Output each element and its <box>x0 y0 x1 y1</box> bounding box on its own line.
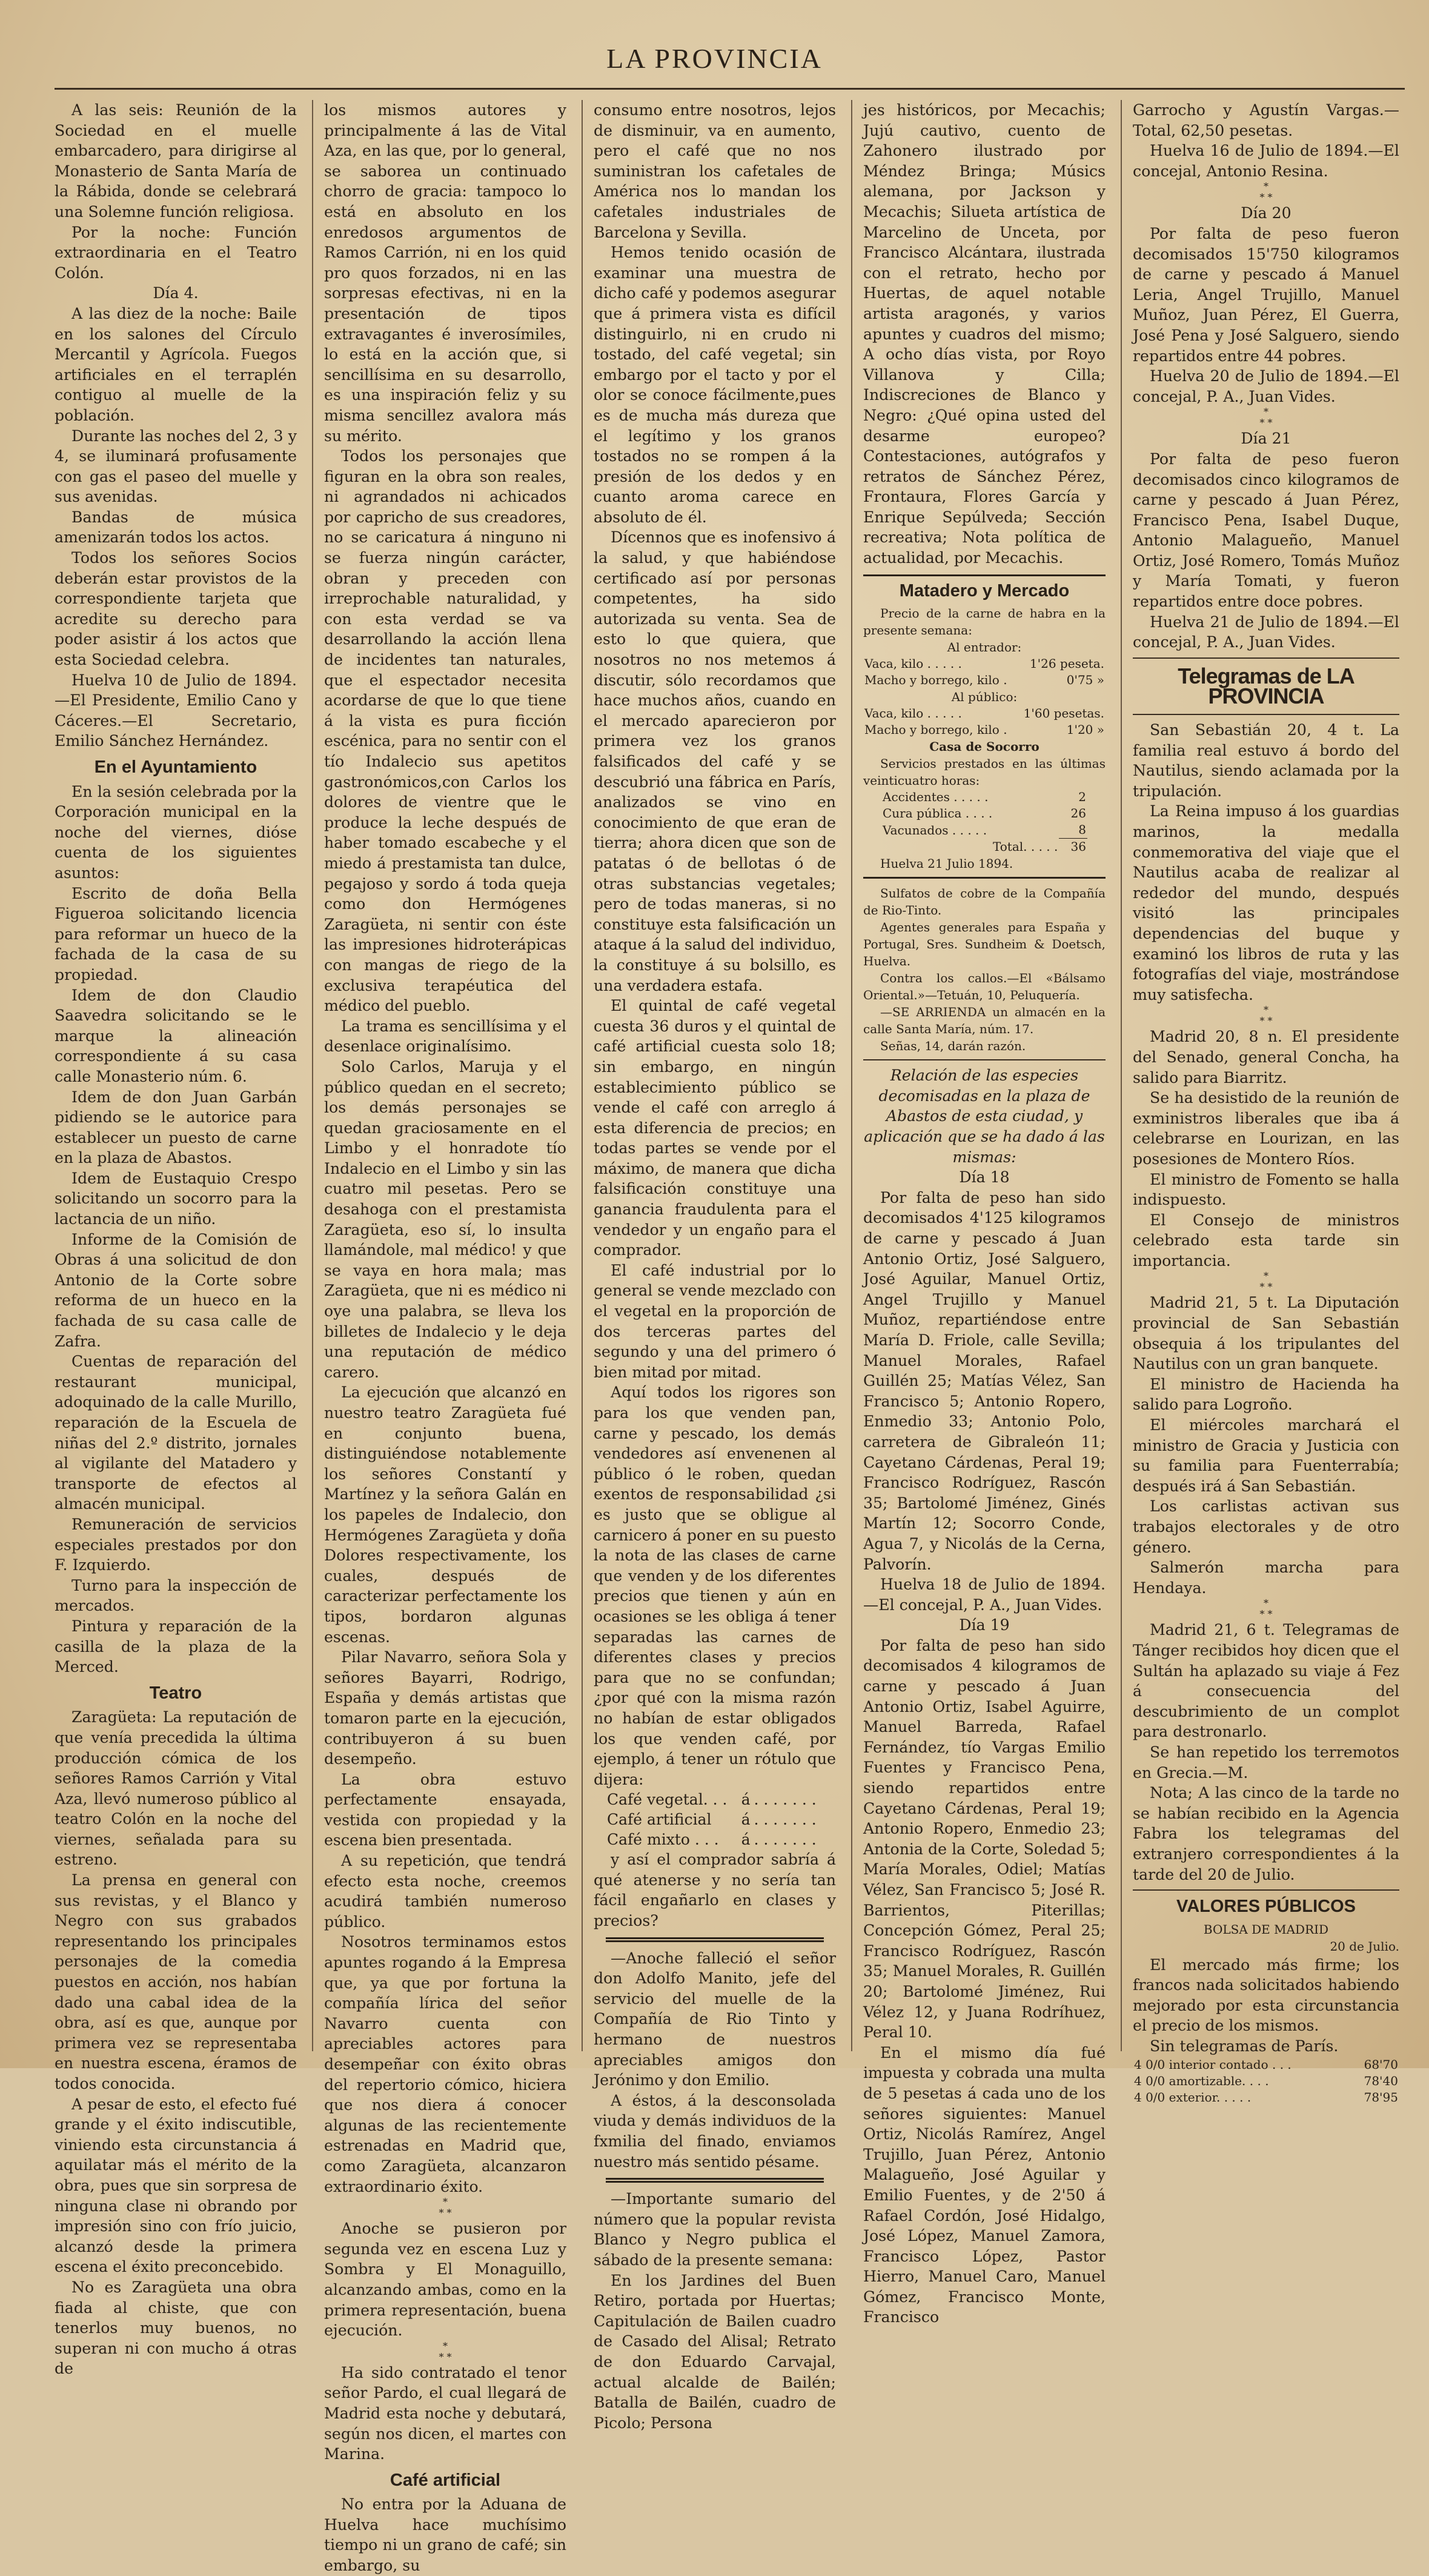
paragraph: Hemos tenido ocasión de examinar una muestra de dicho café y podemos asegurar que á primera vista es difícil distinguirlo, ni en crudo ni tostado, del café vegetal; sin embargo por el tacto y por el olor se conoce fácilmente,pues es de mucha más dureza que el legítimo y los granos tostados no se rompen á la presión de los dedos y en cuanto aroma carece en absoluto de él. <box>594 244 836 526</box>
paragraph: Madrid 21, 6 t. Telegramas de Tánger recibidos hoy dicen que el Sultán ha aplazado su viaje á Fez á consecuencia del descubrimiento de un complot para destronarlo. <box>1133 1621 1399 1741</box>
asterism-ornament: * * * <box>1259 1004 1273 1027</box>
paragraph: En el mismo día fué impuesta y cobrada una multa de 5 pesetas á cada uno de los señores siguientes: Manuel Ortiz, Nicolás Ramírez, Angel Trujillo, Juan Pérez, Antonio Malagueño, José Aguilar y Emilio Fuentes, y de 2'50 á Rafael Cordón, José Hidalgo, José López, Manuel Zamora, Francisco López, Pastor Hierro, Manuel Caro, Manuel Gómez, Francisco Monte, Francisco <box>863 2043 1106 2326</box>
paragraph: Por falta de peso fueron decomisados 15'750 kilogramos de carne y pescado á Manuel Leria, Angel Trujillo, Manuel Muñoz, Juan Pérez, El Guerra, José Pena y José Salguero, siendo repartidos entre 44 pobres. <box>1133 224 1399 365</box>
table-row <box>606 1789 824 1809</box>
asterism-ornament: * * * <box>1259 406 1273 429</box>
table-cell: á <box>741 1791 751 1809</box>
column-4 <box>863 100 1106 2326</box>
advert: Contra los callos.—El «Bálsamo Oriental.»—Tetuán, 10, Peluquería. <box>863 971 1106 1003</box>
day-heading: Día 19 <box>959 1616 1010 1634</box>
asterism-ornament: * * * <box>1259 1270 1273 1293</box>
table-cell: 0'75 » <box>1066 673 1104 688</box>
paragraph: Garrocho y Agustín Vargas.—Total, 62,50 pesetas. <box>1133 101 1399 139</box>
paragraph: El mercado más firme; los francos nada solicitados habiendo mejorado por esta circunstancia el precio de los mismos. <box>1133 1955 1399 2035</box>
masthead-title: LA PROVINCIA <box>606 43 823 74</box>
table-cell: Vaca, kilo . . . . . <box>864 706 962 721</box>
paragraph: La obra estuvo perfectamente ensayada, vestida con propiedad y la escena bien presentada. <box>324 1770 566 1849</box>
table-row <box>863 722 1106 738</box>
table-cell: . . . . . . . <box>754 1811 817 1829</box>
paragraph: Salmerón marcha para Hendaya. <box>1133 1559 1399 1597</box>
paragraph: Todos los personajes que figuran en la obra son reales, ni agrandados ni achicados por capricho de sus creadores, no se caricatura á ninguno ni se fuerza ningún carácter, obran y preceden con irreprochable naturalidad, y con esta verdad se va desarrollando la acción llena de incidentes tan naturales, que el espectador necesita acordarse de que lo que tiene á la vista es pura ficción escénica, para no sentir con el tío Indalecio sus apetitos gastronómicos,con Carlos los dolores de vientre que le produce la leche después de haber tomado escabeche y el miedo á prestamista tan dulce, pegajoso y sordo á toda queja como don Hermógenes Zaragüeta, ni sentir con éste las impresiones hidroterápicas con mangas de riego de la exclusiva terapéutica del médico del pueblo. <box>324 447 566 1015</box>
paragraph: Remuneración de servicios especiales prestados por don F. Izquierdo. <box>55 1515 297 1574</box>
table-cell: Total. . . . . <box>992 839 1058 854</box>
table-cell: . . . . . . . <box>754 1831 817 1849</box>
paragraph: Idem de don Juan Garbán pidiendo se le autorice para establecer un puesto de carne en la plaza de Abastos. <box>55 1088 297 1167</box>
subheading: Al público: <box>951 690 1018 705</box>
table-cell: 78'95 <box>1364 2089 1398 2105</box>
paragraph: Nota; A las cinco de la tarde no se habían recibido en la Agencia Fabra los telegramas del extranjero correspondientes á la tarde del 20 de Julio. <box>1133 1784 1399 1883</box>
column-3 <box>594 100 836 2432</box>
advert: Sulfatos de cobre de la Compañía de Rio-Tinto. <box>863 886 1106 918</box>
paragraph: Durante las noches del 2, 3 y 4, se iluminará profusamente con gas el paseo del muelle y sus avenidas. <box>55 427 297 506</box>
table-cell: Macho y borrego, kilo . <box>864 673 1007 688</box>
advert: Agentes generales para España y Portugal, Sres. Sundheim & Doetsch, Huelva. <box>863 920 1106 969</box>
paragraph: El Consejo de ministros celebrado esta tarde sin importancia. <box>1133 1211 1399 1270</box>
paragraph: A su repetición, que tendrá efecto esta noche, creemos acudirá también numeroso público. <box>324 1852 566 1931</box>
table-cell: 1'60 pesetas. <box>1023 706 1104 721</box>
paragraph: —Anoche falleció el señor don Adolfo Manito, jefe del servicio del muelle de la Compañía de Rio Tinto y hermano de nuestros apreciables amigos don Jerónimo y don Emilio. <box>594 1949 836 2089</box>
table-row <box>1133 2057 1399 2073</box>
paragraph: Nosotros terminamos estos apuntes rogando á la Empresa que, ya que por fortuna la compañía lírica del señor Navarro cuenta con apreciables actores para desempeñar con éxito obras del repertorio cómico, hiciera que nos diera á conocer algunas de las recientemente estrenadas en Madrid que, como Zaragüeta, alcanzaron extraordinario éxito. <box>324 1933 566 2195</box>
column-divider <box>1121 100 1122 2051</box>
paragraph: Madrid 20, 8 n. El presidente del Senado, general Concha, ha salido para Biarritz. <box>1133 1028 1399 1087</box>
paragraph: Huelva 21 Julio 1894. <box>880 856 1013 871</box>
paragraph: Anoche se pusieron por segunda vez en escena Luz y Sombra y El Monaguillo, alcanzando ambas, como en la primera representación, buena ejecución. <box>324 2220 566 2340</box>
paragraph: Zaragüeta: La reputación de que venía precedida la última producción cómica de los señores Ramos Carrión y Vital Aza, llevó numeroso público al teatro Colón en la noche del viernes, señalada para su estreno. <box>55 1708 297 1869</box>
paragraph: Idem de Eustaquio Crespo solicitando un socorro para la lactancia de un niño. <box>55 1169 297 1228</box>
paragraph: A pesar de esto, el efecto fué grande y el éxito indiscutible, viniendo esta circunstancia á aquilatar más el mérito de la obra, pues que sin sorpresa de ninguna clase ni obrando por impresión sino con frío juicio, alcanzó desde la primera escena el éxito preconcebido. <box>55 2095 297 2276</box>
paragraph: No entra por la Aduana de Huelva hace muchísimo tiempo ni un grano de café; sin embargo, su <box>324 2495 566 2575</box>
table-row <box>863 705 1106 722</box>
asterism-ornament: * * * <box>439 2196 452 2219</box>
paragraph: Turno para la inspección de mercados. <box>55 1576 297 1615</box>
stocks-table <box>1133 2057 1399 2106</box>
table-row <box>606 1809 824 1829</box>
table-row <box>881 822 1087 839</box>
column-1 <box>55 100 297 2378</box>
paragraph: Aquí todos los rigores son para los que venden pan, carne y pescado, los demás vendedores así envenenen al público ó le roben, quedan exentos de responsabilidad ¿si es justo que se obligue al carnicero á poner en su puesto la nota de las clases de carne que venden y de los diferentes precios que tienen y aún en ocasiones se les obliga á tener separadas las carnes de diferentes clases y precios para que no se confundan; ¿por qué con la misma razón no habían de estar obligados los que venden café, por ejemplo, á tener un rótulo que dijera: <box>594 1383 836 1788</box>
paragraph: Por la noche: Función extraordinaria en el Teatro Colón. <box>55 223 297 282</box>
paragraph: Todos los señores Socios deberán estar provistos de la correspondiente tarjeta que acredite su derecho para poder asistir á los actos que esta Sociedad celebra. <box>55 549 297 669</box>
table-cell: Café vegetal. . . <box>607 1791 728 1809</box>
paragraph: El quintal de café vegetal cuesta 36 duros y el quintal de café artificial cuesta solo 18; sin embargo, en ningún establecimiento público se vende el café con arreglo á esta diferencia de precios; en todas partes se vende por el máximo, de manera que dicha falsificación constituye una ganancia fraudulenta para el vendedor y un engaño para el comprador. <box>594 997 836 1259</box>
paragraph: Se ha desistido de la reunión de exministros liberales que iba á celebrarse en Lourizan, en las posesiones de Montero Ríos. <box>1133 1089 1399 1168</box>
table-cell: Cura pública . . . . <box>883 806 993 821</box>
section-title-matadero: Matadero y Mercado <box>899 581 1070 601</box>
separator-rule <box>1133 714 1399 715</box>
separator-rule <box>1133 1889 1399 1891</box>
column-divider <box>582 100 583 2051</box>
paragraph: En los Jardines del Buen Retiro, portada por Huertas; Capitulación de Bailen cuadro de Casado del Alisal; Retrato de don Eduardo Carvajal, actual alcalde de Bailén; Batalla de Bailén, cuadro de Picolo; Persona <box>594 2271 836 2432</box>
paragraph: Los carlistas activan sus trabajos electorales y de otro género. <box>1133 1497 1399 1556</box>
section-title-ayuntamiento: En el Ayuntamiento <box>94 757 257 777</box>
subheading: Al entrador: <box>947 640 1022 655</box>
table-row <box>1133 2073 1399 2089</box>
table-cell: Café artificial <box>607 1811 712 1829</box>
paragraph: La prensa en general con sus revistas, y el Blanco y Negro con sus grabados representando los principales personajes de la comedia puestos en acción, nos habían dado una cabal idea de la obra, así es que, aunque por primera vez se representaba en nuestra escena, éramos de todos conocida. <box>55 1871 297 2092</box>
table-row <box>863 656 1106 672</box>
section-title-relacion: Relación de las especies decomisadas en la plaza de Abastos de esta ciudad, y aplicación que se ha dado á las mismas: <box>864 1067 1105 1166</box>
price-table <box>863 656 1106 688</box>
section-title-telegramas: Telegramas de LA PROVINCIA <box>1178 663 1354 709</box>
table-row <box>881 789 1087 805</box>
cafe-price-table <box>606 1789 824 1849</box>
paragraph: Dícennos que es inofensivo á la salud, y que habiéndose certificado así por personas competentes, ha sido autorizada su venta. Sea de esto lo que quiera, que nosotros no nos metemos á discutir, sólo recordamos que hace muchos años, cuando en el mercado aparecieron por primera vez los granos falsificados del café y se descubrió una fábrica en París, analizados se vino en conocimiento de que eran de tierra; ahora dicen que son de patatas ó de bellotas ó de otras substancias vegetales; pero de todas maneras, si no constituye esta falsificación un ataque á la salud del individuo, la constituye á su bolsillo, es una verdadera estafa. <box>594 528 836 994</box>
table-row <box>863 672 1106 688</box>
price-table <box>863 705 1106 738</box>
column-2 <box>324 100 566 2575</box>
table-cell: 4 0/0 exterior. . . . . <box>1134 2089 1252 2105</box>
paragraph: Por falta de peso han sido decomisados 4'125 kilogramos de carne y pescado á Juan Antonio Ortiz, José Salguero, José Aguilar, Manuel Ortiz, Angel Trujillo y Manuel Muñoz, repartiéndose entre María D. Friole, calle Sevilla; Manuel Morales, Rafael Guillén 25; Matías Vélez, San Francisco 5; Antonio Ropero, Enmedio 33; Antonio Polo, carretera de Gibraleón 11; Cayetano Cárdenas, Peral 19; Francisco Rodríguez, Rascón 35; Bartolomé Jiménez, Ginés Martín 12; Socorro Conde, Agua 7, y Nicolás de la Cerna, Palvorín. <box>863 1188 1106 1573</box>
paragraph: Ha sido contratado el tenor señor Pardo, el cual llegará de Madrid esta noche y debutará, según nos dicen, el martes con Marina. <box>324 2363 566 2463</box>
paragraph: Sin telegramas de París. <box>1150 2037 1339 2055</box>
table-row <box>881 839 1087 856</box>
table-cell: 78'40 <box>1364 2073 1398 2088</box>
section-title-teatro: Teatro <box>149 1683 202 1703</box>
paragraph: El ministro de Hacienda ha salido para Logroño. <box>1133 1375 1399 1414</box>
subheading: BOLSA DE MADRID <box>1203 1922 1329 1937</box>
paragraph: Huelva 20 de Julio de 1894.—El concejal, P. A., Juan Vides. <box>1133 367 1399 405</box>
paragraph: La Reina impuso á los guardias marinos, la medalla conmemorativa del viaje que el Nautilus acaba de realizar al rededor del mundo, después visitó las principales dependencias del buque y examinó los libros de ruta y las fotografías del viaje, mostrándose muy satisfecha. <box>1133 802 1399 1003</box>
table-cell: 26 <box>1070 806 1086 821</box>
paragraph: Bandas de música amenizarán todos los actos. <box>55 508 297 547</box>
table-cell: 4 0/0 interior contado . . . <box>1134 2057 1291 2072</box>
paragraph: Idem de don Claudio Saavedra solicitando se le marque la alineación correspondiente á su casa calle Monasterio núm. 6. <box>55 986 297 1085</box>
table-row <box>881 805 1087 822</box>
paragraph: Servicios prestados en las últimas veinticuatro horas: <box>863 756 1106 788</box>
paragraph: No es Zaragüeta una obra fiada al chiste, que con tenerlos muy buenos, no superan ni con mucho á otras de <box>55 2278 297 2378</box>
table-cell: 4 0/0 amortizable. . . . <box>1134 2073 1269 2088</box>
paragraph: Cuentas de reparación del restaurant municipal, adoquinado de la calle Murillo, reparación de la Escuela de niñas del 2.º distrito, jornales al vigilante del Matadero y transporte de efectos al almacén municipal. <box>55 1353 297 1513</box>
paragraph: El ministro de Fomento se halla indispuesto. <box>1133 1170 1399 1209</box>
paragraph: Huelva 16 de Julio de 1894.—El concejal, Antonio Resina. <box>1133 142 1399 180</box>
table-cell: á <box>741 1831 751 1849</box>
paragraph: Huelva 21 de Julio de 1894.—El concejal, P. A., Juan Vides. <box>1133 613 1399 651</box>
table-cell: 1'26 peseta. <box>1029 656 1104 671</box>
table-cell: . . . . . . . <box>754 1791 817 1809</box>
paragraph: La ejecución que alcanzó en nuestro teatro Zaragüeta fué en conjunto buena, distinguiéndose notablemente los señores Constantí y Martínez y la señora Galán en los papeles de Indalecio, don Hermógenes Zaragüeta y doña Dolores respectivamente, los cuales, después de caracterizar perfectamente los tipos, bordaron algunas escenas. <box>324 1383 566 1646</box>
paragraph: San Sebastián 20, 4 t. La familia real estuvo á bordo del Nautilus, siendo aclamada por la tripulación. <box>1133 721 1399 800</box>
paragraph: Escrito de doña Bella Figueroa solicitando licencia para reformar un hueco de la fachada de la casa de su propiedad. <box>55 884 297 983</box>
subheading: Casa de Socorro <box>929 739 1039 754</box>
paragraph: Se han repetido los terremotos en Grecia.—M. <box>1133 1743 1399 1782</box>
paragraph: El café industrial por lo general se vende mezclado con el vegetal en la proporción de dos terceras partes del segundo y una del primero ó bien mitad por mitad. <box>594 1261 836 1381</box>
table-cell: á <box>741 1811 751 1829</box>
day-heading: Día 21 <box>1241 430 1291 448</box>
column-5 <box>1133 100 1399 2105</box>
paragraph: Pintura y reparación de la casilla de la plaza de la Merced. <box>55 1617 297 1676</box>
table-cell: Café mixto . . . <box>607 1831 719 1849</box>
section-title-valores: VALORES PÚBLICOS <box>1176 1897 1356 1917</box>
paragraph: El miércoles marchará el ministro de Gracia y Justicia con su familia para Fuenterrabía; después irá á San Sebastián. <box>1133 1416 1399 1495</box>
paragraph: consumo entre nosotros, lejos de disminuir, va en aumento, pero el café que no nos suministran los cafetales de América nos lo mandan los cafetales industriales de Barcelona y Sevilla. <box>594 101 836 241</box>
separator-rule <box>863 1059 1106 1060</box>
separator-rule <box>606 2178 824 2183</box>
day-heading: Día 20 <box>1241 204 1291 222</box>
asterism-ornament: * * * <box>1259 1597 1273 1620</box>
table-cell: Vacunados . . . . . <box>883 822 987 837</box>
column-divider <box>851 100 852 2051</box>
table-cell: Accidentes . . . . . <box>883 790 989 805</box>
paragraph: En la sesión celebrada por la Corporación municipal en la noche del viernes, dióse cuenta de los siguientes asuntos: <box>55 782 297 882</box>
advert: Señas, 14, darán razón. <box>880 1039 1026 1054</box>
column-divider <box>312 100 313 2051</box>
paragraph: Madrid 21, 5 t. La Diputación provincial de San Sebastián obsequia á los tripulantes del Nautilus con un gran banquete. <box>1133 1294 1399 1373</box>
paragraph: Precio de la carne de habra en la presente semana: <box>863 606 1106 638</box>
paragraph: —Importante sumario del número que la popular revista Blanco y Negro publica el sábado de la presente semana: <box>594 2190 836 2269</box>
asterism-ornament: * * * <box>1259 181 1273 204</box>
separator-rule <box>606 1937 824 1942</box>
services-table <box>881 789 1087 855</box>
paragraph: Solo Carlos, Maruja y el público quedan en el secreto; los demás personajes se quedan graciosamente en el Limbo y el honradote tío Indalecio en el Limbo y sin las cuatro mil pesetas. Pero se desahoga con el prestamista Zaragüeta, eso sí, lo insulta llamándole, mal médico! y que se vaya en hora mala; mas Zaragüeta, que ni es médico ni oye una palabra, se lleva los billetes de Indalecio y le deja una reputación de médico carero. <box>324 1057 566 1381</box>
matadero-box <box>863 574 1106 879</box>
separator-rule <box>1133 657 1399 659</box>
paragraph: Pilar Navarro, señora Sola y señores Bayarri, Rodrigo, España y demás artistas que tomaron parte en la ejecución, contribuyeron á su buen desempeño. <box>324 1648 566 1768</box>
paragraph: y así el comprador sabría á qué atenerse y no sería tan fácil engañarlo en clases y precios? <box>594 1851 836 1930</box>
advert: —SE ARRIENDA un almacén en la calle Santa María, núm. 17. <box>863 1005 1106 1037</box>
paragraph: Huelva 10 de Julio de 1894.—El Presidente, Emilio Cano y Cáceres.—El Secretario, Emilio Sánchez Hernández. <box>55 671 297 750</box>
day-heading: Día 4. <box>153 284 199 302</box>
table-row <box>1133 2089 1399 2106</box>
table-cell: 8 <box>1078 822 1086 837</box>
asterism-ornament: * * * <box>439 2340 452 2363</box>
paragraph: A las diez de la noche: Baile en los salones del Círculo Mercantil y Agrícola. Fuegos artificiales en el terraplén contiguo al muelle de la población. <box>55 304 297 424</box>
table-cell: 68'70 <box>1364 2057 1398 2072</box>
section-title-cafe: Café artificial <box>390 2470 501 2490</box>
paragraph: Huelva 18 de Julio de 1894.—El concejal, P. A., Juan Vides. <box>863 1576 1106 1614</box>
day-heading: Día 18 <box>959 1168 1010 1186</box>
paragraph: A éstos, á la desconsolada viuda y demás individuos de la fxmilia del finado, enviamos nuestro más sentido pésame. <box>594 2091 836 2171</box>
paragraph: Informe de la Comisión de Obras á una solicitud de don Antonio de la Corte sobre reforma de un hueco en la fachada de su casa calle de Zafra. <box>55 1230 297 1350</box>
table-row <box>606 1829 824 1849</box>
paragraph: jes históricos, por Mecachis; Jujú cautivo, cuento de Zahonero ilustrado por Méndez Bringa; Músics alemana, por Jackson y Mecachis; Silueta artística de Marcelino de Unceta, por Francisco Alcántara, ilustrada con el retrato, hecho por Huertas, de aquel notable artista aragonés, y varios apuntes y cuadros del mismo; A ocho días vista, por Royo Villanova y Cilla; Indiscreciones de Blanco y Negro: ¿Qué opina usted del desarme europeo? Contestaciones, autógrafos y retratos de Sánchez Pérez, Frontaura, Flores García y Enrique Sepúlveda; Sección recreativa; Nota política de actualidad, por Mecachis. <box>863 101 1106 567</box>
paragraph: A las seis: Reunión de la Sociedad en el muelle embarcadero, para dirigirse al Monasterio de Santa María de la Rábida, donde se celebrará una Solemne función religiosa. <box>55 101 297 221</box>
table-cell: 36 <box>1059 839 1087 856</box>
date-line: 20 de Julio. <box>1330 1939 1399 1954</box>
table-cell: 2 <box>1078 790 1086 805</box>
table-cell: 1'20 » <box>1066 722 1104 737</box>
paragraph: La trama es sencillísima y el desenlace originalísimo. <box>324 1017 566 1056</box>
masthead-rule <box>55 88 1405 90</box>
paragraph: los mismos autores y principalmente á las de Vital Aza, en las que, por lo general, se saborea un continuado chorro de gracia: tampoco lo está en absoluto en los enredosos argumentos de Ramos Carrión, ni en los quid pro quos forzados, ni en las sorpresas efectivas, ni en la presentación de tipos extravagantes é inverosímiles, lo está en la acción que, si sencillísima en su desarrollo, es una inspiración feliz y su misma sencillez avalora más su mérito. <box>324 101 566 445</box>
paragraph: Por falta de peso fueron decomisados cinco kilogramos de carne y pescado á Juan Pérez, Francisco Pena, Isabel Duque, Antonio Malagueño, Manuel Ortiz, José Romero, Tomás Muñoz y María Tomati, y fueron repartidos entre doce pobres. <box>1133 450 1399 611</box>
paragraph: Por falta de peso han sido decomisados 4 kilogramos de carne y pescado á Juan Antonio Ortiz, Isabel Aguirre, Manuel Barreda, Rafael Fernández, tío Vargas Emilio Fuentes y Francisco Pena, siendo repartidos entre Cayetano Cárdenas, Peral 19; Antonio Ropero, Enmedio 23; Antonia de la Corte, Soledad 5; María Morales, Odiel; Matías Vélez, San Francisco 5; José R. Barrientos, Piterillas; Concepción Gómez, Peral 25; Francisco Rodríguez, Rascón 35; Manuel Morales, R. Guillén 20; Bartolomé Jiménez, Rui Vélez 12, y Juana Rodríhuez, Peral 10. <box>863 1636 1106 2042</box>
table-cell: Macho y borrego, kilo . <box>864 722 1007 737</box>
table-cell: Vaca, kilo . . . . . <box>864 656 962 671</box>
